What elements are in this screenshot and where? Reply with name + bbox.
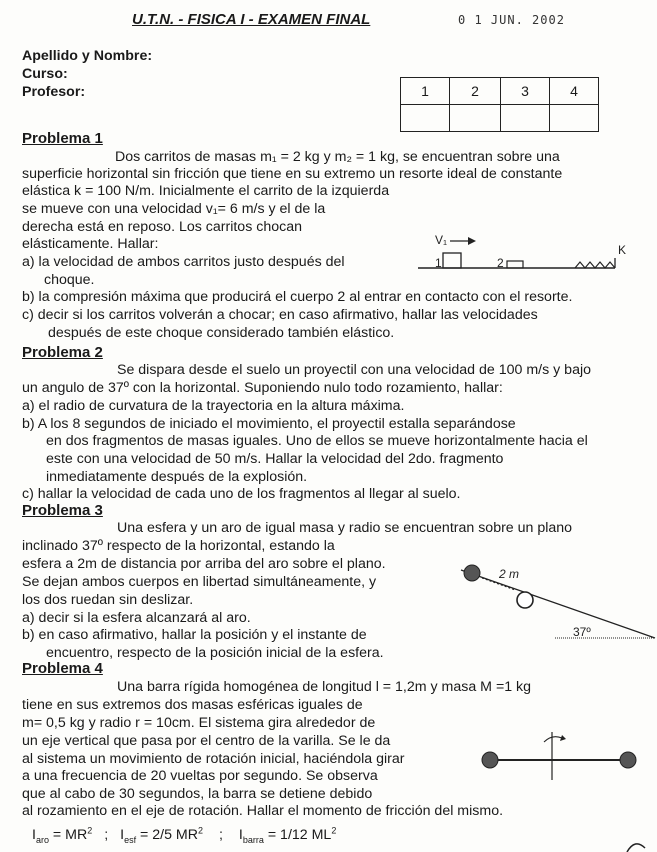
problem-1-line: superficie horizontal sin fricción que tiene en su extremo un resorte ideal de constante bbox=[22, 166, 563, 182]
rotation-arrow bbox=[544, 737, 562, 742]
spring bbox=[575, 262, 615, 268]
formula-separator: ; bbox=[104, 826, 109, 843]
problem-1-item-c-cont: después de este choque considerado también elástico. bbox=[48, 325, 395, 341]
problem-2-item-a: a) el radio de curvatura de la trayectoria en la altura máxima. bbox=[22, 398, 405, 414]
incline-figure bbox=[455, 560, 655, 645]
grade-cell-4[interactable] bbox=[550, 105, 599, 132]
problem-1-line: elástica k = 100 N/m. Inicialmente el carrito de la izquierda bbox=[22, 183, 390, 199]
grade-cell-3[interactable] bbox=[501, 105, 550, 132]
incline-line bbox=[461, 570, 655, 638]
problem-3-item-a: a) decir si la esfera alcanzará al aro. bbox=[22, 610, 251, 626]
cart-2 bbox=[507, 261, 523, 268]
problem-1-item-a: a) la velocidad de ambos carritos justo después del bbox=[22, 254, 345, 270]
formula-aro: $I_{aro} = MR^2$ bbox=[32, 825, 93, 845]
grade-cell-2[interactable] bbox=[450, 105, 501, 132]
problem-2-item-b-cont: este con una velocidad de 50 m/s. Hallar la velocidad del 2do. fragmento bbox=[46, 451, 504, 467]
cart-2-label: 2 bbox=[497, 256, 504, 270]
velocity-arrowhead bbox=[468, 237, 476, 245]
date-stamp: 0 1 JUN. 2002 bbox=[458, 13, 565, 27]
problem-1-line: derecha está en reposo. Los carritos chocan bbox=[22, 219, 302, 235]
problem-1-item-b: b) la compresión máxima que producirá el cuerpo 2 al entrar en contacto con el resorte. bbox=[22, 289, 573, 305]
grade-header-2: 2 bbox=[450, 78, 501, 105]
right-sphere bbox=[620, 752, 636, 768]
grade-table bbox=[400, 77, 599, 132]
left-sphere bbox=[482, 752, 498, 768]
angle-label: 37º bbox=[573, 625, 591, 639]
name-label: Apellido y Nombre: bbox=[22, 48, 153, 64]
problem-2-heading: Problema 2 bbox=[22, 344, 103, 361]
grade-header-1: 1 bbox=[401, 78, 450, 105]
spring-constant-label: K bbox=[618, 243, 627, 257]
problem-2-item-b-cont: en dos fragmentos de masas iguales. Uno de ellos se mueve horizontalmente hacia el bbox=[46, 433, 588, 449]
problem-4-line: al rozamiento en el eje de rotación. Hallar el momento de fricción del mismo. bbox=[22, 803, 504, 819]
problem-3-item-b-cont: encuentro, respecto de la posición inicial de la esfera. bbox=[46, 645, 384, 661]
carts-spring-figure bbox=[410, 232, 625, 272]
problem-2-line: Se dispara desde el suelo un proyectil con una velocidad de 100 m/s y bajo bbox=[117, 362, 592, 378]
grade-header-4: 4 bbox=[550, 78, 599, 105]
problem-4-line: m= 0,5 kg y radio r = 10cm. El sistema gira alrededor de bbox=[22, 715, 376, 731]
formula-esf: $I_{esf} = 2/5$ $MR^2$ bbox=[120, 825, 204, 845]
problem-4-line: al sistema un movimiento de rotación inicial, haciéndola girar bbox=[22, 751, 405, 767]
problem-3-line: esfera a 2m de distancia por arriba del aro sobre el plano. bbox=[22, 556, 386, 572]
problem-1-line: se mueve con una velocidad v₁= 6 m/s y el de la bbox=[22, 201, 326, 217]
grade-cell-1[interactable] bbox=[401, 105, 450, 132]
problem-2-item-b-cont: inmediatamente después de la explosión. bbox=[46, 469, 308, 485]
problem-3-line: Una esfera y un aro de igual masa y radio se encuentran sobre un plano bbox=[117, 520, 573, 536]
problem-4-line: Una barra rígida homogénea de longitud l = 1,2m y masa M =1 kg bbox=[117, 679, 532, 695]
problem-1-line: Dos carritos de masas m₁ = 2 kg y m₂ = 1 kg, se encuentran sobre una bbox=[115, 149, 560, 165]
problem-4-line: a una frecuencia de 20 vueltas por segundo. Se observa bbox=[22, 768, 378, 784]
problem-1-item-a-cont: choque. bbox=[44, 272, 95, 288]
cart-1 bbox=[443, 253, 461, 268]
inertia-formulas bbox=[32, 822, 336, 849]
course-label: Curso: bbox=[22, 66, 68, 82]
professor-label: Profesor: bbox=[22, 84, 86, 100]
corner-mark bbox=[625, 838, 650, 852]
problem-3-line: los dos ruedan sin deslizar. bbox=[22, 592, 194, 608]
problem-2-item-b: b) A los 8 segundos de iniciado el movimiento, el proyectil estalla separándose bbox=[22, 416, 516, 432]
velocity-label: V₁ bbox=[435, 233, 448, 247]
problem-3-item-b: b) en caso afirmativo, hallar la posición y el instante de bbox=[22, 627, 367, 643]
problem-3-line: inclinado 37º respecto de la horizontal, estando la bbox=[22, 538, 335, 554]
cart-1-label: 1 bbox=[435, 256, 442, 270]
ring bbox=[517, 592, 533, 608]
formula-separator: ; bbox=[218, 826, 223, 843]
problem-4-line: que al cabo de 30 segundos, la barra se detiene debido bbox=[22, 786, 373, 802]
problem-3-line: Se dejan ambos cuerpos en libertad simultáneamente, y bbox=[22, 574, 377, 590]
problem-4-line: tiene en sus extremos dos masas esféricas iguales de bbox=[22, 697, 363, 713]
problem-2-item-c: c) hallar la velocidad de cada uno de los fragmentos al llegar al suelo. bbox=[22, 486, 461, 502]
problem-4-heading: Problema 4 bbox=[22, 660, 103, 677]
problem-3-heading: Problema 3 bbox=[22, 502, 103, 519]
distance-label: 2 m bbox=[499, 567, 520, 581]
problem-1-item-c: c) decir si los carritos volverán a chocar; en caso afirmativo, hallar las velocidades bbox=[22, 307, 538, 323]
formula-barra: $I_{barra} = 1/12$ $ML^2$ bbox=[238, 825, 337, 845]
grade-header-3: 3 bbox=[501, 78, 550, 105]
rotating-rod-figure bbox=[480, 730, 640, 790]
problem-4-line: un eje vertical que pasa por el centro de la varilla. Se le da bbox=[22, 733, 391, 749]
problem-1-heading: Problema 1 bbox=[22, 130, 103, 147]
problem-1-line: elásticamente. Hallar: bbox=[22, 236, 159, 252]
sphere bbox=[464, 565, 480, 581]
exam-title: U.T.N. - FISICA I - EXAMEN FINAL bbox=[132, 11, 371, 28]
problem-2-line: un angulo de 37º con la horizontal. Suponiendo nulo todo rozamiento, hallar: bbox=[22, 380, 503, 396]
